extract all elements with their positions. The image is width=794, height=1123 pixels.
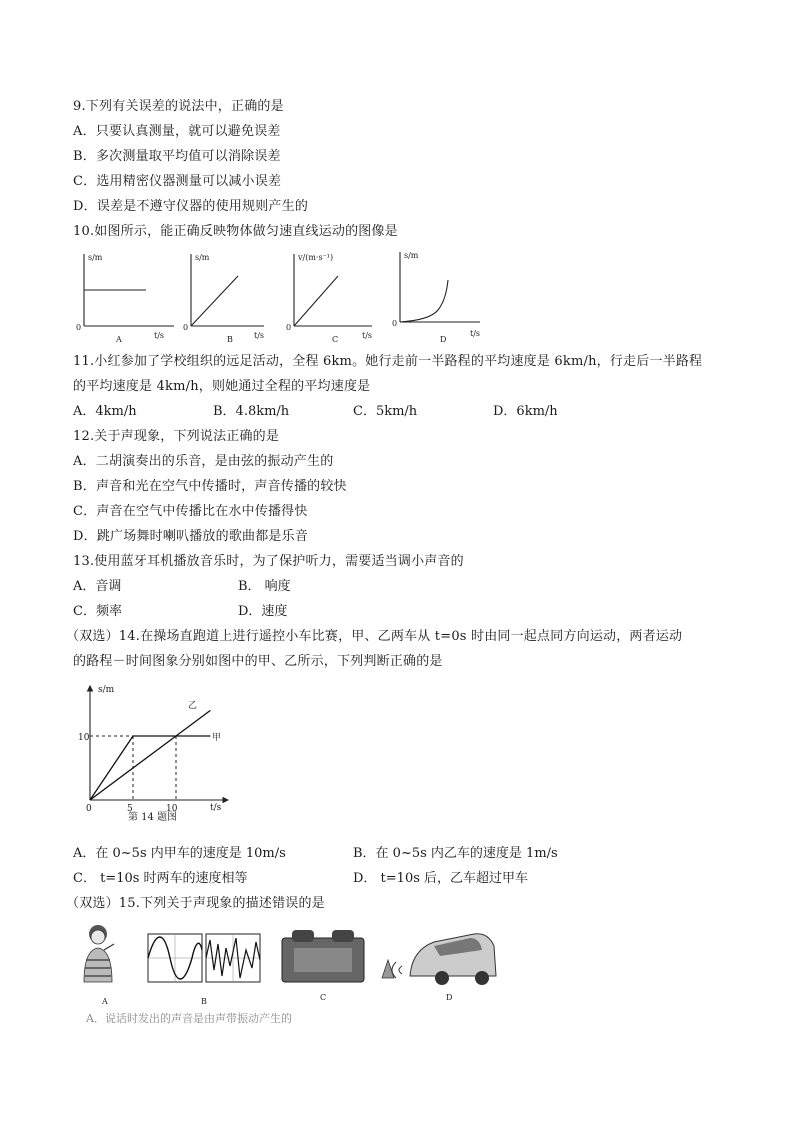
q15-cutoff-text: A．说话时发出的声音是由声带振动产生的	[86, 1012, 292, 1025]
q12-option-b: B．声音和光在空气中传播时，声音传播的较快	[73, 479, 347, 494]
figure-c-device	[282, 930, 364, 982]
graph-b-label: B	[227, 335, 233, 344]
figure-a-label: A	[102, 997, 108, 1006]
q14-series-yi-label: 乙	[188, 701, 198, 711]
q14-option-b: B．在 0~5s 内乙车的速度是 1m/s	[353, 846, 558, 861]
q12-option-a: A．二胡演奏出的乐音，是由弦的振动产生的	[73, 454, 334, 469]
graph-d-curve	[400, 280, 448, 322]
graph-c-xlabel: t/s	[362, 331, 373, 340]
q14-option-a: A．在 0~5s 内甲车的速度是 10m/s	[73, 846, 286, 861]
q14-option-c: C． t=10s 时两车的速度相等	[73, 871, 248, 886]
graph-a-ylabel: s/m	[88, 253, 103, 262]
graph-b-ylabel: s/m	[195, 253, 210, 262]
q15-figures	[70, 920, 510, 1010]
q13-option-b: B． 响度	[238, 579, 291, 594]
graph-a-origin: 0	[76, 323, 82, 332]
graph-b-xlabel: t/s	[254, 331, 265, 340]
q14-series-jia-line	[90, 736, 210, 800]
q11-option-c: C．5km/h	[353, 404, 418, 419]
figure-c-label: C	[320, 993, 327, 1002]
q13-option-a: A．音调	[73, 579, 122, 594]
q11-stem-line1: 11.小红参加了学校组织的远足活动，全程 6km。她行走前一半路程的平均速度是 6km/h，行走后一半路程	[73, 354, 703, 369]
q14-y-tick-10: 10	[78, 733, 90, 743]
q15-stem: （双选）15.下列关于声现象的描述错误的是	[66, 896, 325, 911]
q10-graphs	[70, 248, 500, 348]
q14-chart	[78, 678, 248, 823]
graph-c-origin: 0	[286, 323, 292, 332]
figure-d-label: D	[446, 993, 453, 1002]
graph-c-ylabel: v/(m·s⁻¹)	[298, 253, 334, 262]
q14-series-jia-label: 甲	[212, 733, 222, 743]
graph-d-origin: 0	[392, 319, 398, 328]
q12-option-c: C．声音在空气中传播比在水中传播得快	[73, 504, 308, 519]
graph-b-origin: 0	[183, 323, 189, 332]
q14-caption: 第 14 题图	[128, 812, 178, 823]
q14-option-d: D． t=10s 后，乙车超过甲车	[353, 871, 529, 886]
q9-option-d: D．误差是不遵守仪器的使用规则产生的	[73, 199, 309, 214]
q12-stem: 12.关于声现象，下列说法正确的是	[73, 429, 280, 444]
q14-ylabel: s/m	[98, 685, 115, 695]
q14-x-tick-10: 10	[166, 804, 178, 814]
graph-d-xlabel: t/s	[470, 329, 481, 338]
q12-option-d: D．跳广场舞时喇叭播放的歌曲都是乐音	[73, 529, 309, 544]
graph-c-line	[294, 276, 338, 326]
q13-option-c: C．频率	[73, 604, 122, 619]
q11-option-b: B．4.8km/h	[213, 404, 290, 419]
figure-b-waveforms	[148, 934, 260, 982]
q13-option-d: D．速度	[238, 604, 288, 619]
graph-b-line	[191, 276, 238, 326]
q9-option-c: C．选用精密仪器测量可以减小误差	[73, 174, 282, 189]
graph-a-label: A	[116, 335, 122, 344]
graph-d-ylabel: s/m	[404, 251, 419, 260]
q9-stem: 9.下列有关误差的说法中，正确的是	[73, 99, 284, 114]
q14-stem-line2: 的路程－时间图象分别如图中的甲、乙所示，下列判断正确的是	[73, 654, 443, 669]
q10-stem: 10.如图所示，能正确反映物体做匀速直线运动的图像是	[73, 224, 398, 239]
q11-option-a: A．4km/h	[73, 404, 137, 419]
graph-c-label: C	[332, 335, 339, 344]
graph-a-xlabel: t/s	[154, 331, 165, 340]
q9-option-b: B．多次测量取平均值可以消除误差	[73, 149, 281, 164]
figure-d-car	[382, 934, 496, 985]
q11-option-d: D．6km/h	[493, 404, 558, 419]
q14-stem-line1: （双选）14.在操场直跑道上进行遥控小车比赛，甲、乙两车从 t=0s 时由同一起点同方向运动，两者运动	[66, 629, 683, 644]
q14-series-yi-line	[90, 710, 210, 800]
q13-stem: 13.使用蓝牙耳机播放音乐时，为了保护听力，需要适当调小声音的	[73, 554, 464, 569]
q9-option-a: A．只要认真测量，就可以避免误差	[73, 124, 281, 139]
q14-xlabel: t/s	[210, 803, 222, 813]
q14-origin-tick: 0	[86, 804, 92, 814]
q14-x-tick-5: 5	[127, 804, 133, 814]
figure-b-label: B	[201, 997, 207, 1006]
q11-stem-line2: 的平均速度是 4km/h，则她通过全程的平均速度是	[73, 379, 371, 394]
graph-d-label: D	[440, 335, 447, 344]
figure-a-person	[84, 925, 114, 982]
